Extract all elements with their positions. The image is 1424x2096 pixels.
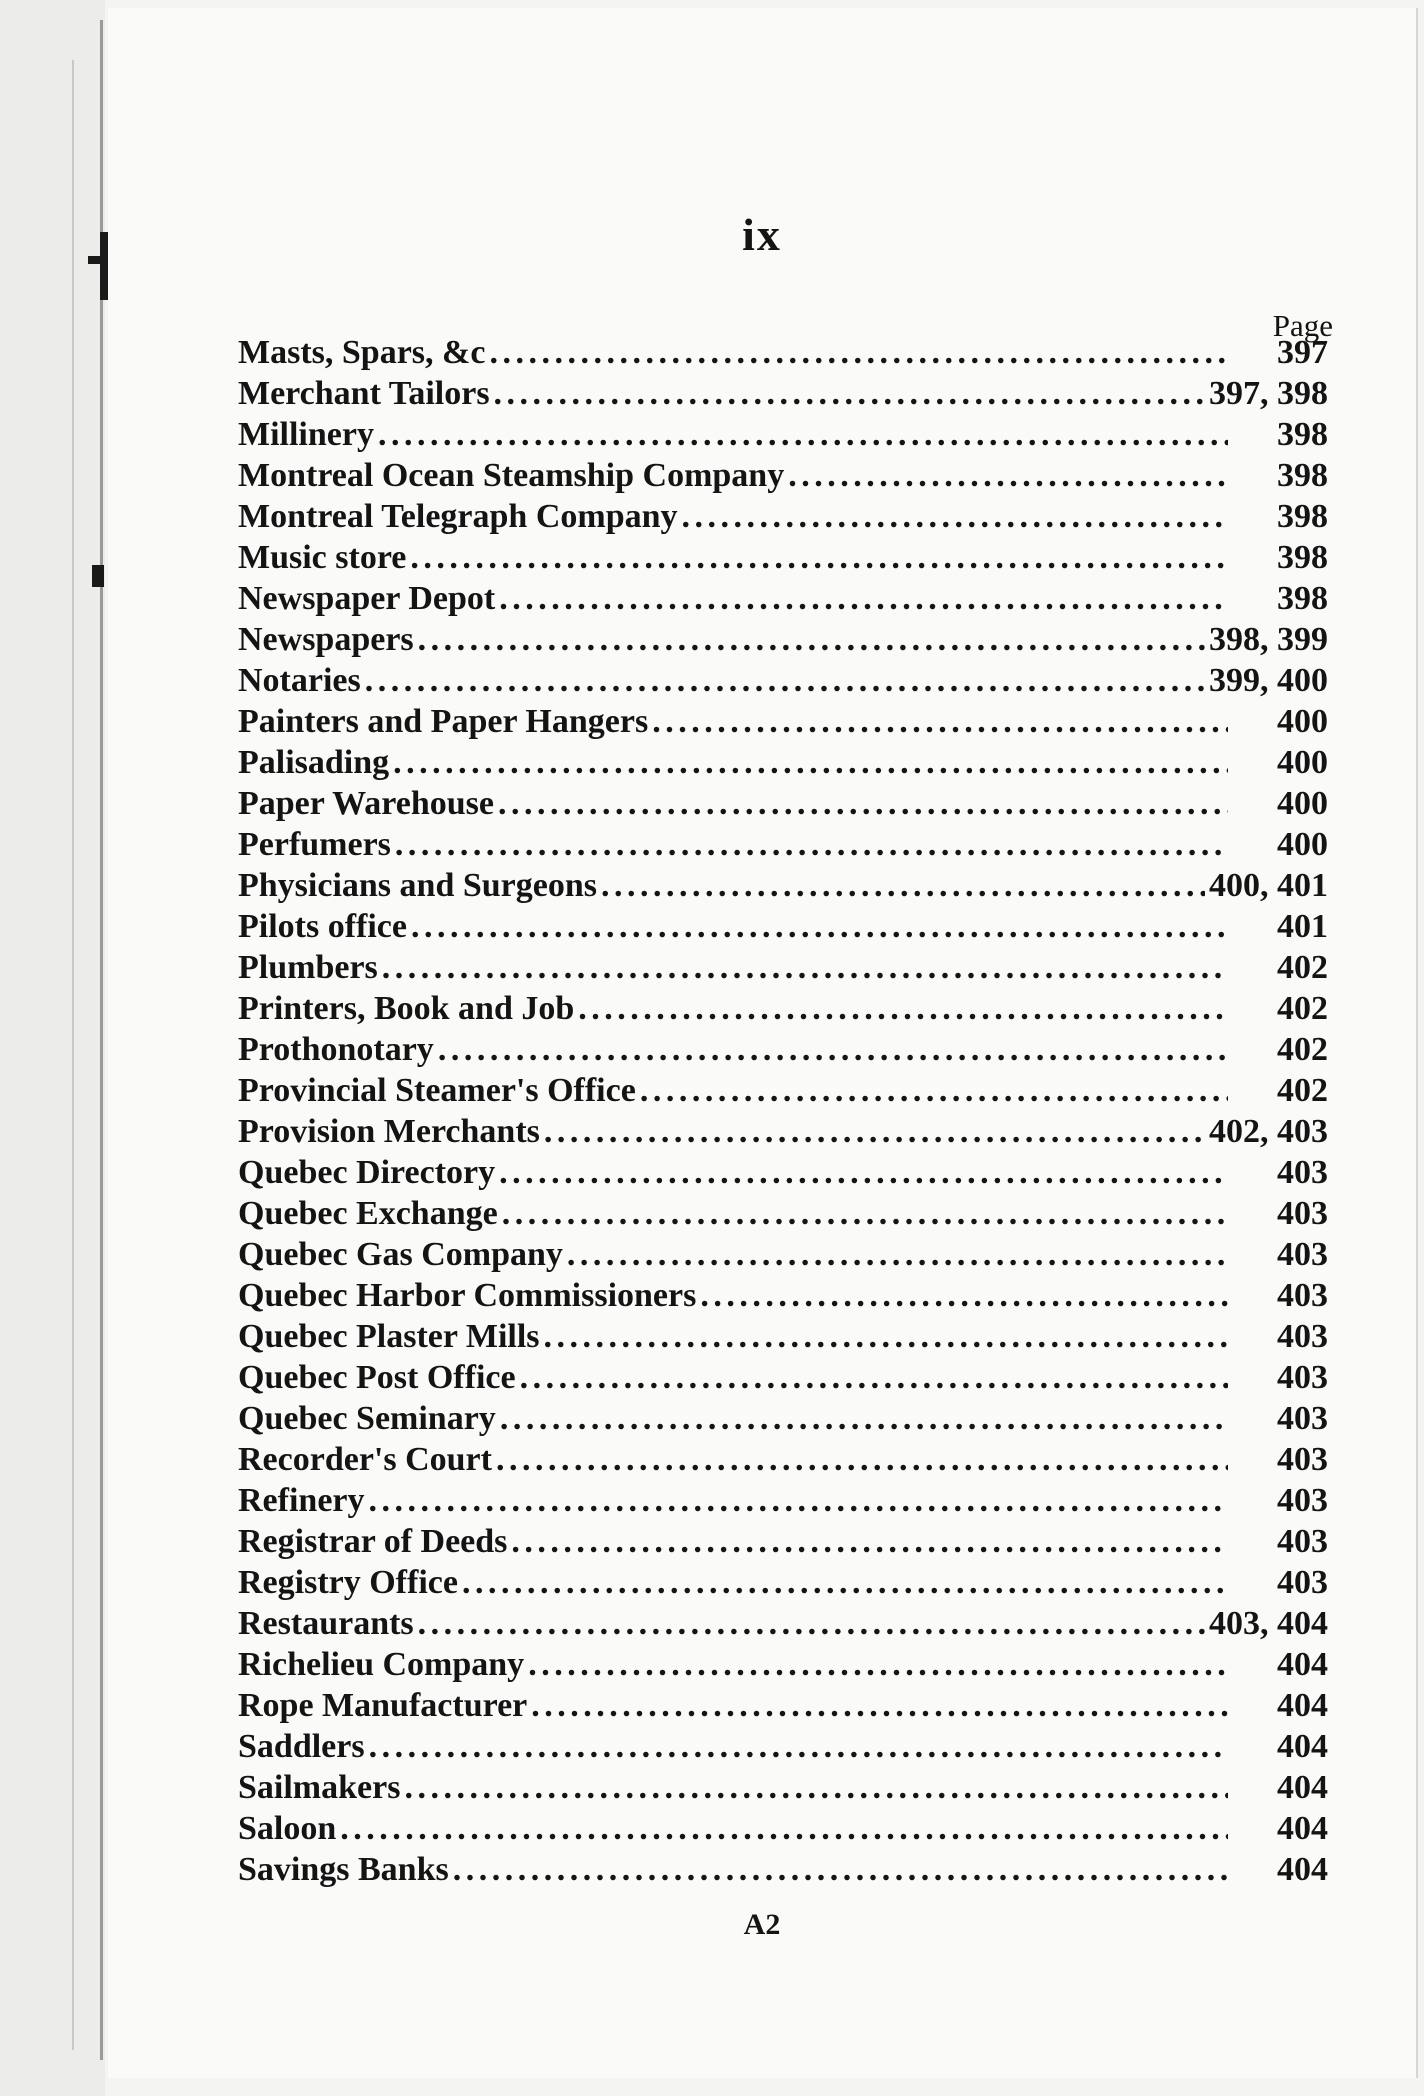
entry-page: 403 <box>1277 1564 1328 1601</box>
binding-shadow <box>72 60 74 2050</box>
entry-name: Prothonotary <box>238 1031 434 1068</box>
entry-page: 402, 403 <box>1209 1113 1328 1150</box>
entry-name: Provision Merchants <box>238 1113 540 1150</box>
index-entry <box>238 373 1328 414</box>
entry-page: 404 <box>1277 1851 1328 1888</box>
dot-leader <box>365 660 1205 701</box>
entry-name: Rope Manufacturer <box>238 1687 528 1724</box>
entry-page: 398 <box>1277 498 1328 535</box>
index-entry <box>238 496 1328 537</box>
dot-leader <box>410 537 1228 578</box>
dot-leader <box>382 947 1228 988</box>
entry-page: 403 <box>1277 1359 1328 1396</box>
index-entry <box>238 988 1328 1029</box>
entry-name: Printers, Book and Job <box>238 990 575 1027</box>
index-entry <box>238 1439 1328 1480</box>
dot-leader <box>498 783 1228 824</box>
entry-page: 402 <box>1277 990 1328 1027</box>
entry-page: 404 <box>1277 1646 1328 1683</box>
entry-name: Registry Office <box>238 1564 458 1601</box>
index-entry <box>238 1316 1328 1357</box>
entry-name: Notaries <box>238 662 361 699</box>
entry-name: Registrar of Deeds <box>238 1523 508 1560</box>
dot-leader <box>528 1644 1228 1685</box>
entry-page: 398 <box>1277 580 1328 617</box>
entry-page: 398, 399 <box>1209 621 1328 658</box>
entry-name: Physicians and Surgeons <box>238 867 597 904</box>
entry-name: Paper Warehouse <box>238 785 494 822</box>
entry-name: Masts, Spars, &c <box>238 334 486 371</box>
dot-leader <box>601 865 1205 906</box>
entry-name: Newspapers <box>238 621 414 658</box>
index-entry <box>238 1767 1328 1808</box>
entry-page: 401 <box>1277 908 1328 945</box>
dot-leader <box>700 1275 1228 1316</box>
entry-name: Quebec Exchange <box>238 1195 498 1232</box>
entry-name: Provincial Steamer's Office <box>238 1072 636 1109</box>
left-page-edge <box>0 0 105 2096</box>
dot-leader <box>567 1234 1228 1275</box>
index-entry <box>238 865 1328 906</box>
entry-name: Savings Banks <box>238 1851 449 1888</box>
entry-page: 403 <box>1277 1277 1328 1314</box>
dot-leader <box>640 1070 1228 1111</box>
entry-name: Millinery <box>238 416 374 453</box>
entry-page: 400 <box>1277 703 1328 740</box>
entry-page: 403, 404 <box>1209 1605 1328 1642</box>
dot-leader <box>682 496 1228 537</box>
entry-page: 404 <box>1277 1769 1328 1806</box>
dot-leader <box>500 1398 1228 1439</box>
entry-page: 399, 400 <box>1209 662 1328 699</box>
index-entry <box>238 1234 1328 1275</box>
entry-page: 402 <box>1277 949 1328 986</box>
entry-page: 403 <box>1277 1482 1328 1519</box>
index-entry <box>238 619 1328 660</box>
dot-leader <box>418 1603 1205 1644</box>
entry-name: Sailmakers <box>238 1769 401 1806</box>
entry-name: Refinery <box>238 1482 365 1519</box>
dot-leader <box>494 373 1205 414</box>
dot-leader <box>462 1562 1228 1603</box>
dot-leader <box>453 1849 1228 1890</box>
index-list <box>238 332 1328 1890</box>
entry-page: 398 <box>1277 539 1328 576</box>
entry-name: Plumbers <box>238 949 378 986</box>
entry-name: Montreal Ocean Steamship Company <box>238 457 785 494</box>
entry-page: 398 <box>1277 416 1328 453</box>
dot-leader <box>499 578 1228 619</box>
entry-page: 404 <box>1277 1728 1328 1765</box>
index-entry <box>238 578 1328 619</box>
entry-page: 403 <box>1277 1318 1328 1355</box>
dot-leader <box>520 1357 1228 1398</box>
dot-leader <box>340 1808 1228 1849</box>
dot-leader <box>438 1029 1228 1070</box>
entry-page: 403 <box>1277 1441 1328 1478</box>
entry-page: 398 <box>1277 457 1328 494</box>
dot-leader <box>544 1111 1205 1152</box>
index-entry <box>238 414 1328 455</box>
index-entry <box>238 1644 1328 1685</box>
entry-name: Quebec Harbor Commissioners <box>238 1277 697 1314</box>
entry-name: Quebec Post Office <box>238 1359 516 1396</box>
entry-name: Quebec Plaster Mills <box>238 1318 540 1355</box>
index-entry <box>238 947 1328 988</box>
dot-leader <box>418 619 1205 660</box>
signature-mark: A2 <box>743 1908 781 1941</box>
entry-page: 403 <box>1277 1154 1328 1191</box>
entry-name: Perfumers <box>238 826 391 863</box>
dot-leader <box>489 332 1228 373</box>
index-entry <box>238 1726 1328 1767</box>
index-entry <box>238 455 1328 496</box>
entry-page: 404 <box>1277 1810 1328 1847</box>
entry-page: 400 <box>1277 826 1328 863</box>
dot-leader <box>378 414 1228 455</box>
entry-name: Richelieu Company <box>238 1646 525 1683</box>
index-entry <box>238 1111 1328 1152</box>
dot-leader <box>531 1685 1228 1726</box>
entry-name: Saddlers <box>238 1728 365 1765</box>
index-entry <box>238 1480 1328 1521</box>
entry-page: 400, 401 <box>1209 867 1328 904</box>
entry-page: 403 <box>1277 1400 1328 1437</box>
entry-name: Restaurants <box>238 1605 414 1642</box>
entry-page: 403 <box>1277 1523 1328 1560</box>
index-entry <box>238 332 1328 373</box>
index-entry <box>238 1808 1328 1849</box>
dot-leader <box>544 1316 1228 1357</box>
page-folio: ix <box>742 209 782 260</box>
entry-name: Pilots office <box>238 908 407 945</box>
dot-leader <box>369 1480 1228 1521</box>
index-entry <box>238 1275 1328 1316</box>
index-entry <box>238 1562 1328 1603</box>
dot-leader <box>788 455 1228 496</box>
entry-name: Newspaper Depot <box>238 580 496 617</box>
binding-mark <box>92 565 104 587</box>
index-entry <box>238 1193 1328 1234</box>
index-entry <box>238 742 1328 783</box>
entry-name: Music store <box>238 539 407 576</box>
dot-leader <box>395 824 1228 865</box>
entry-page: 397, 398 <box>1209 375 1328 412</box>
dot-leader <box>511 1521 1228 1562</box>
dot-leader <box>369 1726 1228 1767</box>
dot-leader <box>393 742 1228 783</box>
entry-name: Painters and Paper Hangers <box>238 703 649 740</box>
dot-leader <box>652 701 1228 742</box>
page-column-heading: Page <box>1272 308 1333 343</box>
entry-page: 403 <box>1277 1195 1328 1232</box>
index-entry <box>238 1521 1328 1562</box>
entry-name: Recorder's Court <box>238 1441 492 1478</box>
entry-name: Quebec Directory <box>238 1154 496 1191</box>
index-entry <box>238 1603 1328 1644</box>
index-entry <box>238 824 1328 865</box>
dot-leader <box>411 906 1228 947</box>
entry-page: 402 <box>1277 1072 1328 1109</box>
entry-name: Quebec Gas Company <box>238 1236 563 1273</box>
entry-name: Merchant Tailors <box>238 375 490 412</box>
entry-name: Montreal Telegraph Company <box>238 498 678 535</box>
entry-page: 404 <box>1277 1687 1328 1724</box>
index-entry <box>238 537 1328 578</box>
entry-page: 402 <box>1277 1031 1328 1068</box>
index-entry <box>238 1357 1328 1398</box>
entry-page: 403 <box>1277 1236 1328 1273</box>
index-entry <box>238 1685 1328 1726</box>
index-entry <box>238 1398 1328 1439</box>
index-entry <box>238 1849 1328 1890</box>
page-fold-line <box>100 20 103 2060</box>
document-page <box>108 8 1418 2078</box>
index-entry <box>238 1070 1328 1111</box>
dot-leader <box>404 1767 1228 1808</box>
entry-page: 397 <box>1277 334 1328 371</box>
index-entry <box>238 906 1328 947</box>
dot-leader <box>496 1439 1228 1480</box>
dot-leader <box>578 988 1228 1029</box>
entry-name: Saloon <box>238 1810 337 1847</box>
index-entry <box>238 660 1328 701</box>
entry-name: Palisading <box>238 744 390 781</box>
index-entry <box>238 1152 1328 1193</box>
entry-page: 400 <box>1277 785 1328 822</box>
index-entry <box>238 783 1328 824</box>
index-entry <box>238 701 1328 742</box>
dot-leader <box>502 1193 1228 1234</box>
entry-page: 400 <box>1277 744 1328 781</box>
entry-name: Quebec Seminary <box>238 1400 496 1437</box>
index-entry <box>238 1029 1328 1070</box>
dot-leader <box>499 1152 1228 1193</box>
